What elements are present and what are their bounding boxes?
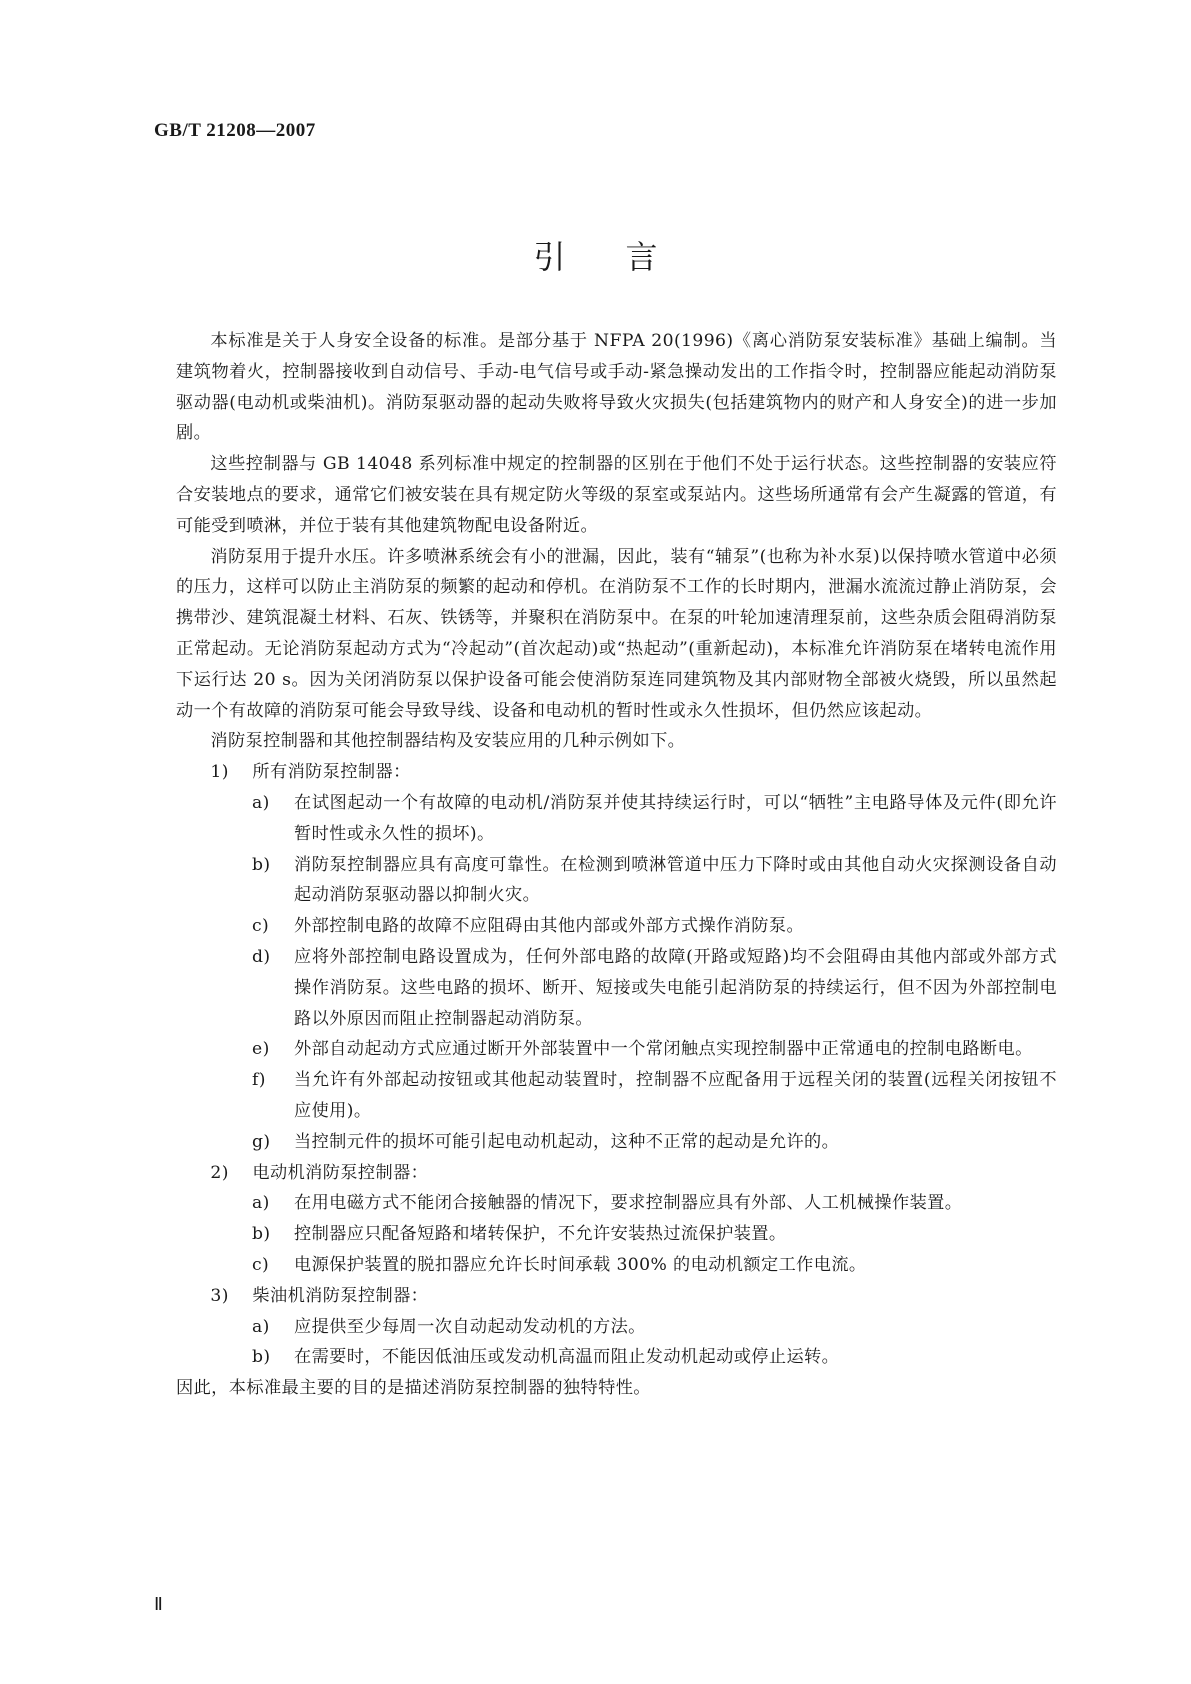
list-item [176,1034,1057,1065]
list-item [176,1065,1057,1127]
paragraph: 消防泵用于提升水压。许多喷淋系统会有小的泄漏，因此，装有“辅泵”(也称为补水泵)以保持喷水管道中必须的压力，这样可以防止主消防泵的频繁的起动和停机。在消防泵不工作的长时期内，泄漏水流流过静止消防泵，会携带沙、建筑混凝土材料、石灰、铁锈等，并聚积在消防泵中。在泵的叶轮加速清理泵前，这些杂质会阻碍消防泵正常起动。无论消防泵起动方式为“冷起动”(首次起动)或“热起动”(重新起动)，本标准允许消防泵在堵转电流作用下运行达 20 s。因为关闭消防泵以保护设备可能会使消防泵连同建筑物及其内部财物全部被火烧毁，所以虽然起动一个有故障的消防泵可能会导致导线、设备和电动机的暂时性或永久性损坏，但仍然应该起动。 [176,546,1057,721]
section-marker: 2) [210,1162,229,1183]
list-item [176,850,1057,912]
item-marker: e) [252,1039,270,1060]
sub-list [176,788,1057,1158]
list-item [176,1188,1057,1219]
document-body [176,326,1057,1404]
item-text: 应将外部控制电路设置成为，任何外部电路的故障(开路或短路)均不会阻碍由其他内部或外部方式操作消防泵。这些电路的损坏、断开、短接或失电能引起消防泵的持续运行，但不因为外部控制电路以外原因而阻止控制器起动消防泵。 [294,946,1057,1029]
item-text: 外部自动起动方式应通过断开外部装置中一个常闭触点实现控制器中正常通电的控制电路断电。 [294,1039,1033,1060]
item-text: 在用电磁方式不能闭合接触器的情况下，要求控制器应具有外部、人工机械操作装置。 [294,1193,963,1214]
paragraph: 本标准是关于人身安全设备的标准。是部分基于 NFPA 20(1996)《离心消防泵安装标准》基础上编制。当建筑物着火，控制器接收到自动信号、手动-电气信号或手动-紧急操动发出的工作指令时，控制器应能起动消防泵驱动器(电动机或柴油机)。消防泵驱动器的起动失败将导致火灾损失(包括建筑物内的财产和人身安全)的进一步加剧。 [176,331,1057,444]
item-text: 外部控制电路的故障不应阻碍由其他内部或外部方式操作消防泵。 [294,916,805,937]
item-text: 控制器应只配备短路和堵转保护，不允许安装热过流保护装置。 [294,1224,787,1245]
item-marker: a) [252,1193,270,1214]
list-section [176,1281,1057,1373]
section-heading [176,1158,1057,1189]
item-marker: c) [252,916,270,937]
section-title: 柴油机消防泵控制器： [252,1285,429,1306]
item-text: 应提供至少每周一次自动起动发动机的方法。 [294,1316,646,1337]
section-title: 电动机消防泵控制器： [252,1162,429,1183]
item-text: 在试图起动一个有故障的电动机/消防泵并使其持续运行时，可以“牺牲”主电路导体及元件(即允许暂时性或永久性的损坏)。 [294,792,1057,844]
list-item [176,942,1057,1034]
controller-list [176,757,1057,1373]
item-text: 消防泵控制器应具有高度可靠性。在检测到喷淋管道中压力下降时或由其他自动火灾探测设备自动起动消防泵驱动器以抑制火灾。 [294,854,1057,906]
list-item [176,1342,1057,1373]
item-text: 当控制元件的损坏可能引起电动机起动，这种不正常的起动是允许的。 [294,1131,840,1152]
section-marker: 1) [210,762,229,783]
standard-code: GB/T 21208—2007 [154,120,316,141]
conclusion: 因此，本标准最主要的目的是描述消防泵控制器的独特特性。 [176,1378,651,1399]
item-text: 电源保护装置的脱扣器应允许长时间承载 300% 的电动机额定工作电流。 [294,1254,867,1275]
list-item [176,1250,1057,1281]
list-item [176,1312,1057,1343]
list-section [176,1158,1057,1281]
item-marker: g) [252,1131,271,1152]
list-item [176,1219,1057,1250]
page-title: 引言 [533,238,718,276]
list-section [176,757,1057,1157]
section-heading [176,757,1057,788]
item-marker: b) [252,1347,271,1368]
item-marker: a) [252,792,270,813]
item-text: 在需要时，不能因低油压或发动机高温而阻止发动机起动或停止运转。 [294,1347,840,1368]
item-marker: b) [252,1224,271,1245]
section-heading [176,1281,1057,1312]
section-marker: 3) [210,1285,229,1306]
list-item [176,911,1057,942]
list-item [176,1127,1057,1158]
item-marker: f) [252,1070,266,1091]
paragraph: 消防泵控制器和其他控制器结构及安装应用的几种示例如下。 [210,731,686,752]
item-marker: d) [252,946,271,967]
item-marker: a) [252,1316,270,1337]
item-marker: c) [252,1254,270,1275]
section-title: 所有消防泵控制器： [252,762,411,783]
sub-list [176,1312,1057,1374]
paragraph: 这些控制器与 GB 14048 系列标准中规定的控制器的区别在于他们不处于运行状态。这些控制器的安装应符合安装地点的要求，通常它们被安装在具有规定防火等级的泵室或泵站内。这些场所通常有会产生凝露的管道，有可能受到喷淋，并位于装有其他建筑物配电设备附近。 [176,454,1057,536]
page-number: Ⅱ [154,1594,163,1614]
list-item [176,788,1057,850]
sub-list [176,1188,1057,1280]
item-marker: b) [252,854,271,875]
item-text: 当允许有外部起动按钮或其他起动装置时，控制器不应配备用于远程关闭的装置(远程关闭按钮不应使用)。 [294,1070,1057,1121]
